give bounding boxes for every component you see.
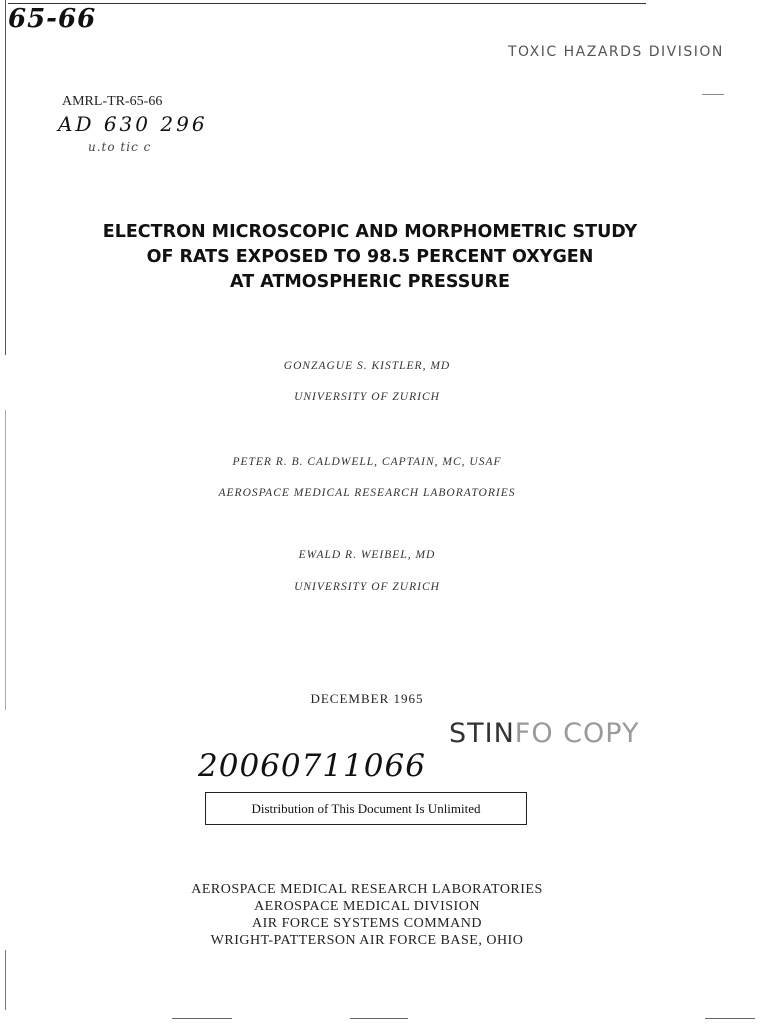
distribution-statement: Distribution of This Document Is Unlimited xyxy=(251,800,481,816)
stinfo-stamp-part: STIN xyxy=(449,718,515,749)
handwritten-accession-number: AD 630 296 xyxy=(58,112,208,136)
publication-date: DECEMBER 1965 xyxy=(310,691,424,706)
footer-line: AEROSPACE MEDICAL DIVISION xyxy=(254,899,480,914)
stinfo-copy-stamp xyxy=(449,718,639,749)
top-rule xyxy=(8,3,646,4)
handwritten-tracking-number: 20060711066 xyxy=(198,748,426,784)
author-affiliation: AEROSPACE MEDICAL RESEARCH LABORATORIES xyxy=(218,487,516,499)
footer-line: AIR FORCE SYSTEMS COMMAND xyxy=(252,916,482,931)
scan-mark xyxy=(172,1018,232,1019)
report-number: AMRL-TR-65-66 xyxy=(62,94,163,109)
stinfo-stamp-part: FO COPY xyxy=(514,718,640,749)
title-line: ELECTRON MICROSCOPIC AND MORPHOMETRIC STUDY xyxy=(102,222,638,242)
scan-mark xyxy=(350,1018,408,1019)
author-name: EWALD R. WEIBEL, MD xyxy=(298,549,436,561)
author-name: PETER R. B. CALDWELL, CAPTAIN, MC, USAF xyxy=(232,456,502,468)
left-margin-line xyxy=(5,950,6,1010)
division-stamp: TOXIC HAZARDS DIVISION xyxy=(508,44,724,60)
title-line: AT ATMOSPHERIC PRESSURE xyxy=(230,272,510,292)
distribution-statement-box xyxy=(205,792,527,825)
left-margin-line xyxy=(5,0,6,355)
scan-mark xyxy=(702,94,724,95)
author-affiliation: UNIVERSITY OF ZURICH xyxy=(294,391,440,403)
title-line: OF RATS EXPOSED TO 98.5 PERCENT OXYGEN xyxy=(146,247,594,267)
organization-footer xyxy=(0,881,734,949)
scan-mark xyxy=(705,1018,755,1019)
author-affiliation: UNIVERSITY OF ZURICH xyxy=(294,581,440,593)
footer-line: AEROSPACE MEDICAL RESEARCH LABORATORIES xyxy=(191,882,543,897)
document-title xyxy=(0,220,740,295)
footer-line: WRIGHT-PATTERSON AIR FORCE BASE, OHIO xyxy=(210,933,524,948)
author-name: GONZAGUE S. KISTLER, MD xyxy=(283,360,451,372)
handwritten-note: u.to tic c xyxy=(88,140,152,154)
handwritten-number: 65-66 xyxy=(8,4,97,34)
